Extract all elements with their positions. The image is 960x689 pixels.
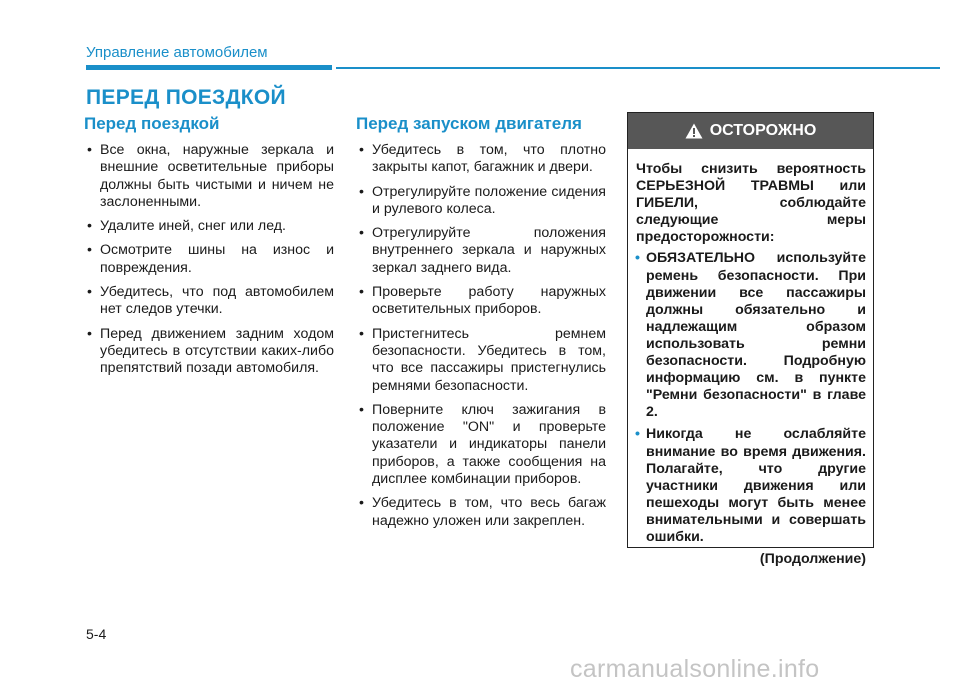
list-item: • Перед движением задним ходом убедитесь в отсутствии каких-либо препятствий позади автомобиля. [84,326,334,378]
left-column-heading: Перед поездкой [84,114,220,133]
section-header-title: Управление автомобилем [86,44,268,61]
list-item: • Все окна, наружные зеркала и внешние осветительные приборы должны быть чистыми и ничем не заслоненными. [84,142,334,211]
left-column-list [84,142,334,378]
list-item: • Осмотрите шины на износ и повреждения. [84,242,334,277]
left-column [84,114,334,385]
list-item: • Отрегулируйте положение сидения и рулевого колеса. [356,184,606,219]
header-rule-thin [336,67,940,69]
list-item: • Проверьте работу наружных осветительных приборов. [356,284,606,319]
middle-column [356,114,606,537]
list-item: • Поверните ключ зажигания в положение "ON" и проверьте указатели и индикаторы панели приборов, а также сообщения на дисплее комбинации приборов. [356,402,606,488]
page-number: 5-4 [86,626,107,642]
warning-item: • Никогда не ослабляйте внимание во время движения. Полагайте, что другие участники движения или пешеходы могут быть менее внимательными и совершать ошибки. [636,426,866,546]
middle-column-heading: Перед запуском двигателя [356,114,582,133]
warning-triangle-icon [685,123,703,139]
page-title: ПЕРЕД ПОЕЗДКОЙ [86,86,286,109]
watermark: carmanualsonline.info [570,655,820,683]
warning-intro: Чтобы снизить вероятность СЕРЬЕЗНОЙ ТРАВМЫ или ГИБЕЛИ, соблюдайте следующие меры предосторожности: [636,161,866,246]
list-item: • Удалите иней, снег или лед. [84,218,334,235]
middle-column-list [356,142,606,530]
warning-body [628,149,873,568]
warning-item: • ОБЯЗАТЕЛЬНО используйте ремень безопасности. При движении все пассажиры должны обязательно и надлежащим образом использовать ремни безопасности. Подробную информацию см. в пункте "Ремни безопасности" в главе 2. [636,250,866,421]
warning-list [636,250,866,546]
list-item: • Убедитесь в том, что весь багаж надежно уложен или закреплен. [356,495,606,530]
list-item: • Убедитесь, что под автомобилем нет следов утечки. [84,284,334,319]
list-item: • Убедитесь в том, что плотно закрыты капот, багажник и двери. [356,142,606,177]
list-item: • Отрегулируйте положения внутреннего зеркала и наружных зеркал заднего вида. [356,225,606,277]
header-rule-thick [86,65,332,70]
continued-label: (Продолжение) [759,551,866,568]
warning-header [628,113,873,149]
list-item: • Пристегнитесь ремнем безопасности. Убедитесь в том, что все пассажиры пристегнулись ремнями безопасности. [356,326,606,395]
warning-box [627,112,874,568]
warning-title: ОСТОРОЖНО [709,122,817,139]
